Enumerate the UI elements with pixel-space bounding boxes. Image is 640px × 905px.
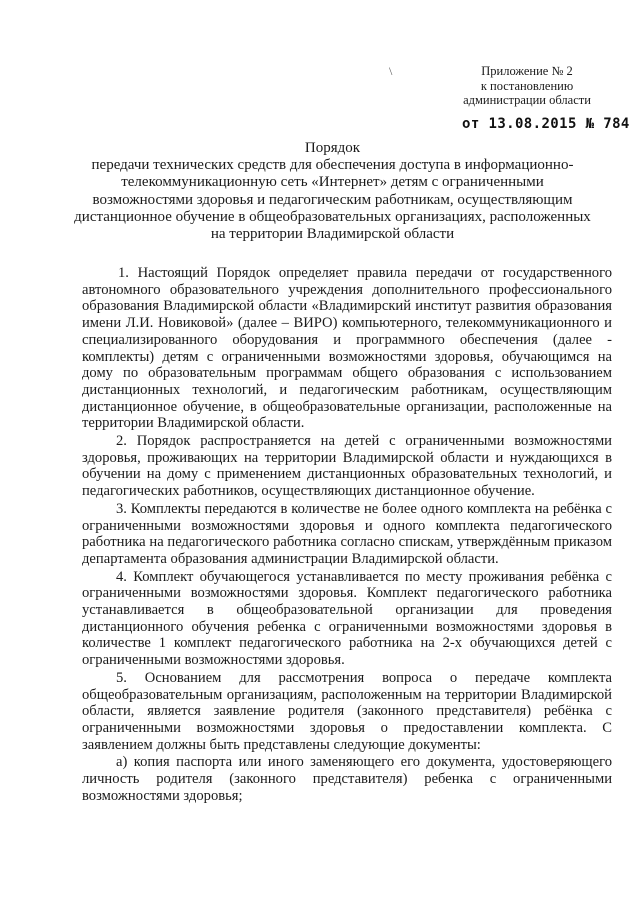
paragraph-2: 2. Порядок распространяется на детей с ограниченными возможностями здоровья, проживающих на территории Владимирской области и нуждающихся в обучении на дому с применением дистанционных образовательных технологий, и педагогических работников, осуществляющих дистанционное обучение. [82, 433, 612, 500]
paragraph-3: 3. Комплекты передаются в количестве не более одного комплекта на ребёнка с ограниченными возможностями здоровья и одного комплекта педагогического работника на педагогического работника согласно спискам, утверждённым приказом департамента образования администрации Владимирской области. [82, 500, 612, 567]
paragraph-5a: а) копия паспорта или иного заменяющего его документа, удостоверяющего личность родителя (законного представителя) ребенка с ограниченными возможностями здоровья; [82, 754, 612, 804]
title-line: дистанционное обучение в общеобразовательных организациях, расположенных [74, 208, 591, 225]
title-heading: Порядок [304, 140, 361, 156]
appendix-line: администрации области [463, 93, 591, 107]
appendix-line: Приложение № 2 [481, 64, 573, 78]
appendix-block [452, 64, 602, 108]
title-line: возможностями здоровья и педагогическим работникам, осуществляющим [92, 191, 573, 208]
title-line: на территории Владимирской области [210, 226, 455, 243]
appendix-line: к постановлению [480, 78, 574, 93]
title-line: передачи технических средств для обеспечения доступа в информационно- [91, 157, 574, 174]
paragraph-1: 1. Настоящий Порядок определяет правила передачи от государственного автономного образовательного учреждения дополнительного профессионального образования Владимирской области «Владимирский институт развития образования имени Л.И. Новиковой» (далее – ВИРО) компьютерного, телекоммуникационного и специализированного оборудования и программного обеспечения (далее - комплекты) детям с ограниченными возможностями здоровья, обучающимся на дому по образовательным программам общего образования с использованием дистанционных технологий, и педагогическим работникам, осуществляющим дистанционное обучение, в общеобразовательные организации, расположенные на территории Владимирской области. [82, 265, 612, 432]
paragraph-4: 4. Комплект обучающегося устанавливается по месту проживания ребёнка с ограниченными возможностями здоровья. Комплект педагогического работника устанавливается в общеобразовательной организации для проведения дистанционного обучения ребенка с ограниченными возможностями здоровья в количестве 1 комплект педагогического работника на 2-х обучающихся детей с ограниченными возможностями здоровья. [82, 568, 612, 669]
margin-mark: \ [389, 64, 393, 78]
date-number-stamp: от 13.08.2015 № 784 [462, 116, 630, 132]
document-title [60, 140, 605, 243]
document-body [82, 265, 612, 806]
paragraph-5: 5. Основанием для рассмотрения вопроса о передаче комплекта общеобразовательным организациям, расположенным на территории Владимирской области, является заявление родителя (законного представителя) ребёнка с ограниченными возможностями здоровья о предоставлении комплекта. С заявлением должны быть представлены следующие документы: [82, 669, 612, 753]
title-line: телекоммуникационную сеть «Интернет» детям с ограниченными [121, 174, 544, 191]
